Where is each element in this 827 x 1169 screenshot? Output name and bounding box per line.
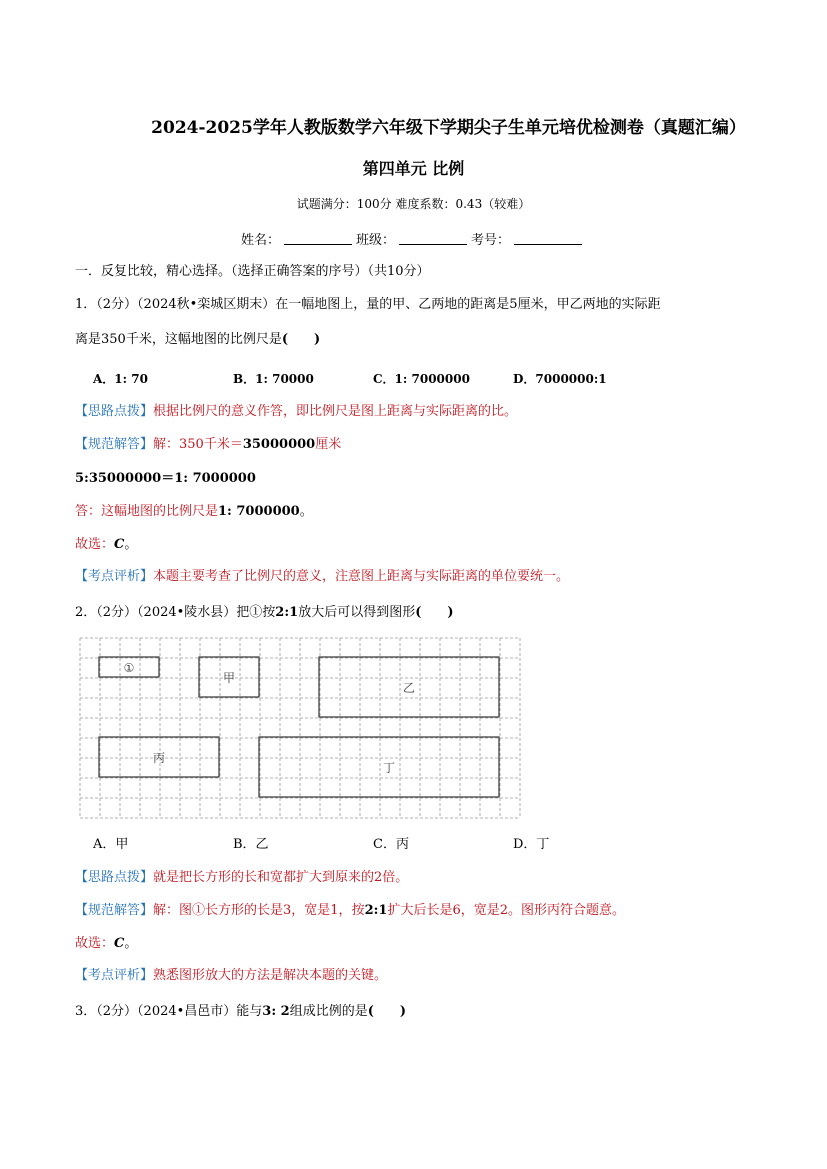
q2-answer-paren: ( ) [415, 605, 454, 620]
q2-text-c: 放大后可以得到图形 [298, 605, 416, 620]
hint-tag: 【思路点拨】 [75, 404, 154, 419]
q3-ratio: 3: 2 [262, 1004, 290, 1019]
q2-review [75, 964, 387, 983]
class-label: 班级： [355, 233, 395, 248]
q1-options [93, 370, 653, 387]
q2-hint-text: 就是把长方形的长和宽都扩大到原来的2倍。 [153, 870, 409, 885]
grid-lines [80, 638, 520, 818]
q1-choose [75, 533, 137, 552]
q2-line1 [75, 601, 454, 620]
label-ding: 丁 [382, 761, 396, 775]
q1-solution-1 [75, 433, 341, 452]
q2-grid-figure [79, 637, 521, 823]
q1-answer [75, 500, 313, 519]
q2-choose-label: 故选： [75, 936, 115, 951]
q2-review-text: 熟悉图形放大的方法是解决本题的关键。 [153, 968, 388, 983]
q1-option-c[interactable]: C．1: 7000000 [373, 372, 470, 386]
label-bing: 丙 [152, 751, 166, 765]
q1-hint [75, 400, 517, 419]
review-text: 本题主要考查了比例尺的意义，注意图上距离与实际距离的单位要统一。 [153, 569, 570, 584]
q1-line2-text: 离是350千米，这幅地图的比例尺是 [75, 332, 282, 347]
answer-value: 1: 7000000 [218, 504, 300, 519]
q1-answer-paren: ( ) [281, 332, 321, 347]
q2-options [93, 833, 653, 852]
hint-text: 根据比例尺的意义作答，即比例尺是图上距离与实际距离的比。 [153, 404, 518, 419]
q2-ratio: 2:1 [275, 605, 299, 620]
q1-review [75, 565, 569, 584]
solution-value: 35000000 [242, 437, 316, 452]
student-info [0, 229, 827, 248]
answer-end: 。 [299, 504, 313, 519]
q3-text-c: 组成比例的是 [289, 1004, 368, 1019]
solution-text-a: 解：350千米＝ [153, 437, 243, 452]
q2-option-c[interactable]: C．丙 [373, 837, 409, 852]
solution-tag: 【规范解答】 [75, 437, 154, 452]
choose-end: 。 [124, 537, 138, 552]
label-original: ① [123, 661, 135, 675]
q2-choose-end: 。 [124, 936, 138, 951]
q3-text-a: 3．（2分）（2024•昌邑市）能与 [75, 1004, 263, 1019]
q2-choose [75, 932, 137, 951]
solution-unit: 厘米 [315, 437, 342, 452]
name-label: 姓名： [240, 233, 280, 248]
q2-solution-c: 扩大后长是6，宽是2。图形丙符合题意。 [387, 903, 625, 918]
label-yi: 乙 [402, 681, 416, 695]
q2-option-b[interactable]: B．乙 [233, 837, 269, 852]
q2-solution-a: 解：图①长方形的长是3，宽是1，按 [153, 903, 365, 918]
class-blank[interactable] [399, 244, 467, 245]
q3-answer-paren: ( ) [367, 1004, 407, 1019]
name-blank[interactable] [284, 244, 352, 245]
id-label: 考号： [471, 233, 511, 248]
label-jia: 甲 [222, 671, 236, 685]
answer-text: 答：这幅地图的比例尺是 [75, 504, 219, 519]
q2-solution-ratio: 2:1 [364, 903, 388, 918]
unit-title: 第四单元 比例 [362, 159, 465, 178]
id-blank[interactable] [514, 244, 582, 245]
q2-choose-value: C [114, 936, 125, 951]
q3-line1 [75, 1000, 406, 1019]
section-heading: 一．反复比较，精心选择。（选择正确答案的序号）（共10分） [75, 264, 430, 279]
exam-meta: 试题满分：100分 难度系数：0.43（较难） [296, 197, 531, 211]
q2-text-a: 2．（2分）（2024•陵水县）把①按 [75, 605, 276, 620]
grid-diagram [79, 637, 521, 819]
q2-option-a[interactable]: A．甲 [93, 837, 129, 852]
q2-review-tag: 【考点评析】 [75, 968, 154, 983]
q2-solution-tag: 【规范解答】 [75, 903, 154, 918]
q2-hint-tag: 【思路点拨】 [75, 870, 154, 885]
review-tag: 【考点评析】 [75, 569, 154, 584]
q2-hint [75, 866, 408, 885]
exam-title: 2024-2025学年人教版数学六年级下学期尖子生单元培优检测卷（真题汇编） [151, 118, 746, 138]
choose-label: 故选： [75, 537, 115, 552]
q1-option-a[interactable]: A．1: 70 [93, 372, 148, 386]
q2-option-d[interactable]: D．丁 [513, 837, 550, 852]
shape-ding [259, 737, 499, 797]
q1-option-b[interactable]: B．1: 70000 [233, 372, 314, 386]
q1-solution-2: 5:35000000＝1: 7000000 [75, 471, 256, 486]
q1-option-d[interactable]: D．7000000:1 [513, 372, 607, 386]
q2-solution [75, 899, 625, 918]
choose-value: C [114, 537, 125, 552]
q1-line1: 1．（2分）（2024秋•栾城区期末）在一幅地图上，量的甲、乙两地的距离是5厘米，甲乙两地的实际距 [75, 297, 661, 312]
q1-line2 [75, 328, 320, 347]
